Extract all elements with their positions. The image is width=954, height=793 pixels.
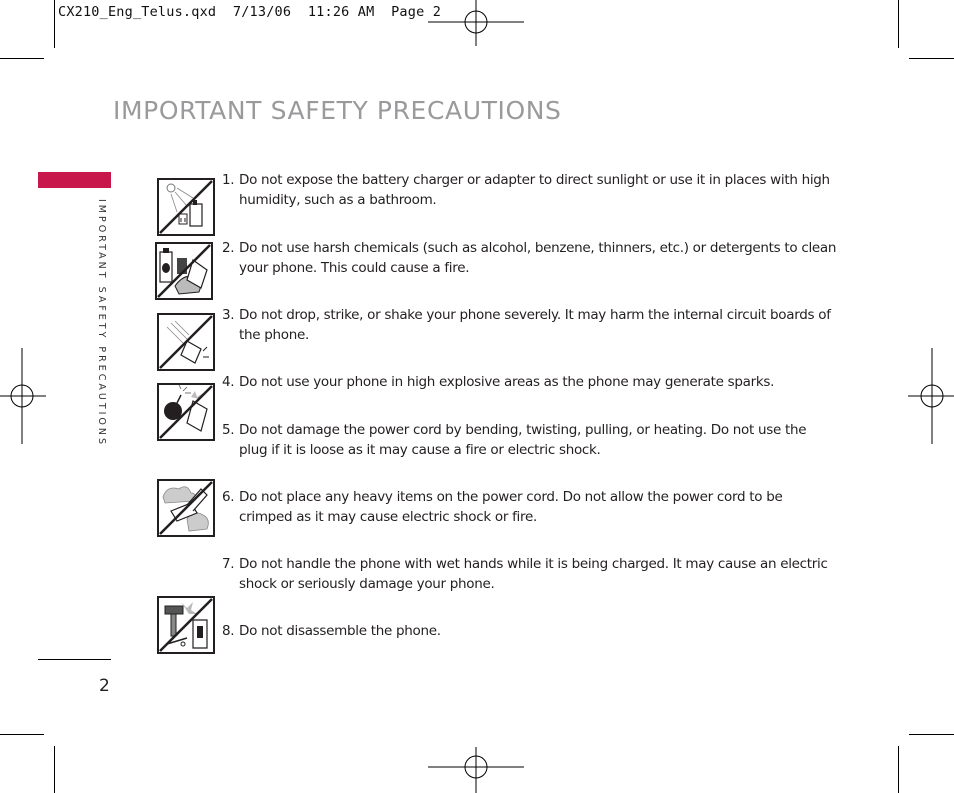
crop-mark: [0, 734, 44, 735]
precaution-number: 7.: [222, 556, 235, 572]
precaution-number: 5.: [222, 422, 235, 438]
heavy-object-prohibited-icon: [157, 479, 215, 537]
registration-mark-icon: [428, 0, 524, 48]
crop-mark: [54, 746, 55, 793]
crop-mark: [0, 58, 44, 59]
precaution-item: [222, 305, 837, 345]
crop-mark: [54, 0, 55, 48]
page-number: 2: [99, 676, 110, 696]
drop-phone-prohibited-icon: [157, 313, 215, 371]
precaution-text: Do not expose the battery charger or adapter to direct sunlight or use it in places with high humidity, such as a bathroom.: [239, 172, 830, 208]
precaution-text: Do not damage the power cord by bending, twisting, pulling, or heating. Do not use the plug if it is loose as it may cause a fire or electric shock.: [239, 422, 807, 458]
precaution-number: 3.: [222, 307, 235, 323]
crop-mark: [898, 746, 899, 793]
precaution-number: 2.: [222, 240, 235, 256]
side-section-label: IMPORTANT SAFETY PRECAUTIONS: [96, 199, 107, 448]
precaution-text: Do not use your phone in high explosive areas as the phone may generate sparks.: [239, 374, 775, 390]
precaution-item: [222, 621, 837, 641]
crop-mark: [909, 58, 954, 59]
precaution-text: Do not place any heavy items on the power cord. Do not allow the power cord to be crimped as it may cause electric shock or fire.: [239, 489, 783, 525]
registration-mark-icon: [428, 745, 524, 793]
explosive-area-prohibited-icon: [157, 383, 215, 441]
precaution-item: [222, 420, 837, 460]
page-title: IMPORTANT SAFETY PRECAUTIONS: [113, 96, 562, 125]
chemicals-prohibited-icon: [155, 242, 213, 300]
precaution-item: [222, 170, 837, 210]
precaution-item: [222, 238, 837, 278]
print-slug: CX210_Eng_Telus.qxd 7/13/06 11:26 AM Page 2: [58, 4, 442, 20]
footer-rule: [38, 659, 111, 660]
section-tab: [38, 172, 111, 188]
precaution-item: [222, 487, 837, 527]
precaution-text: Do not handle the phone with wet hands while it is being charged. It may cause an electric shock or seriously damage your phone.: [239, 556, 828, 592]
precaution-number: 1.: [222, 172, 235, 188]
crop-mark: [898, 0, 899, 48]
precaution-number: 8.: [222, 623, 235, 639]
sun-humidity-prohibited-icon: [157, 178, 215, 236]
precaution-text: Do not disassemble the phone.: [239, 623, 441, 639]
registration-mark-icon: [0, 348, 46, 444]
precaution-item: [222, 554, 837, 594]
precaution-number: 4.: [222, 374, 235, 390]
registration-mark-icon: [908, 348, 954, 444]
precaution-text: Do not use harsh chemicals (such as alcohol, benzene, thinners, etc.) or detergents to clean your phone. This could cause a fire.: [239, 240, 837, 276]
precaution-number: 6.: [222, 489, 235, 505]
disassemble-prohibited-icon: [157, 596, 215, 654]
precaution-item: [222, 372, 837, 392]
crop-mark: [909, 734, 954, 735]
precaution-text: Do not drop, strike, or shake your phone severely. It may harm the internal circuit boards of the phone.: [239, 307, 831, 343]
